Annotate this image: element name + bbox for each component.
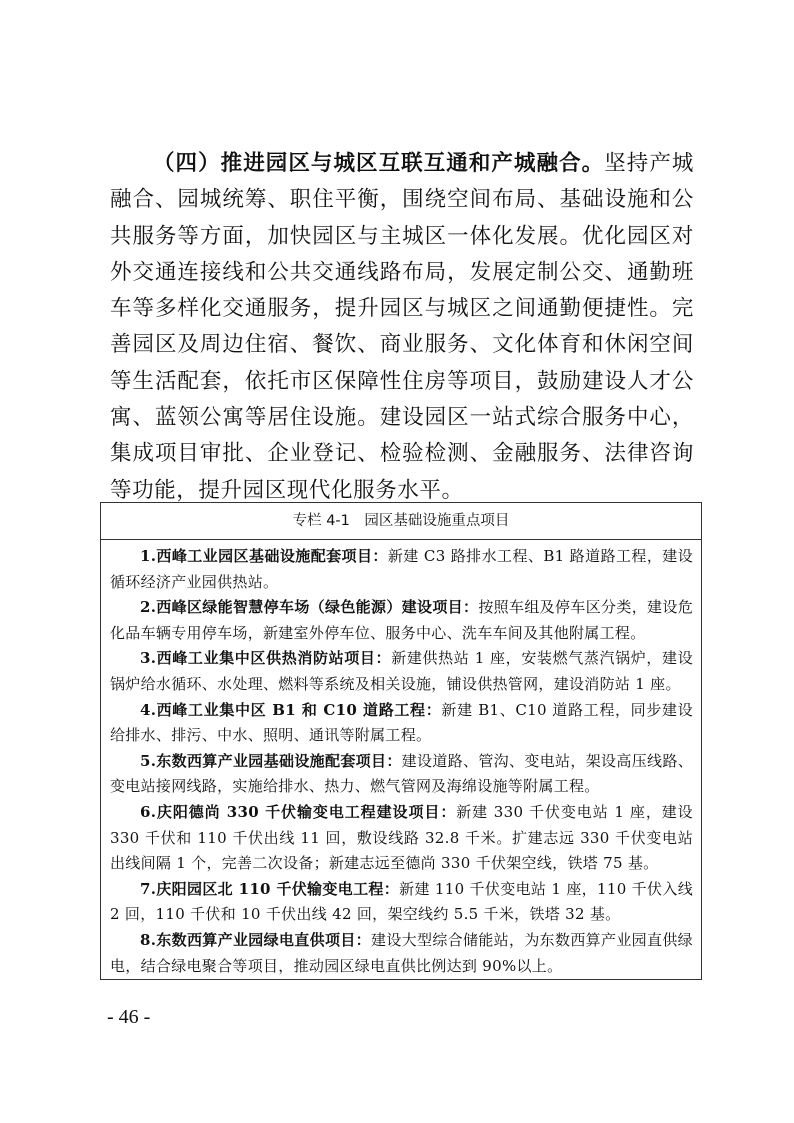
project-item-text: 按照车组及停车区分类，建设危化品车辆专用停车场，新建室外停车位、服务中心、洗车车间及其他附属工程。	[110, 598, 694, 642]
project-item-title: 6.庆阳德尚 330 千伏输变电工程建设项目：	[140, 802, 457, 821]
section-heading: （四）推进园区与城区互联互通和产城融合。	[153, 151, 605, 176]
box-title: 专栏 4-1 园区基础设施重点项目	[101, 503, 701, 540]
project-item	[110, 595, 693, 646]
project-item	[110, 877, 693, 928]
project-item	[110, 800, 693, 877]
page-number: - 46 -	[107, 1006, 151, 1028]
project-item-title: 1.西峰工业园区基础设施配套项目：	[140, 547, 388, 565]
project-item-title: 7.庆阳园区北 110 千伏输变电工程：	[140, 879, 400, 898]
body-paragraph	[110, 146, 694, 509]
project-item	[110, 749, 693, 800]
project-item	[110, 698, 693, 749]
project-item-text: 建设大型综合储能站，为东数西算产业园直供绿电，结合绿电聚合等项目，推动园区绿电直供比例达到 90%以上。	[110, 930, 693, 975]
project-box	[100, 502, 702, 980]
project-item	[110, 646, 693, 697]
project-item-text: 新建供热站 1 座，安装燃气蒸汽锅炉，建设锅炉给水循环、水处理、燃料等系统及相关设施，铺设供热管网，建设消防站 1 座。	[110, 649, 693, 693]
project-item-title: 3.西峰工业集中区供热消防站项目：	[140, 649, 392, 668]
project-item-title: 4.西峰工业集中区 B1 和 C10 道路工程：	[140, 700, 442, 719]
project-item	[110, 544, 693, 595]
project-item-title: 2.西峰区绿能智慧停车场（绿色能源）建设项目：	[140, 598, 479, 617]
project-list	[101, 540, 701, 979]
project-item-text: 建设道路、管沟、变电站，架设高压线路、变电站接网线路，实施给排水、热力、燃气管网及海绵设施等附属工程。	[110, 751, 694, 796]
project-item-text: 新建 330 千伏变电站 1 座，建设 330 千伏和 110 千伏出线 11 回，敷设线路 32.8 千米。扩建志远 330 千伏变电站出线间隔 1 个，完善二次设备；新建志远至德尚 330 千伏架空线，铁塔 75 基。	[110, 802, 693, 873]
paragraph-text: 坚持产城融合、园城统筹、职住平衡，围绕空间布局、基础设施和公共服务等方面，加快园区与主城区一体化发展。优化园区对外交通连接线和公共交通线路布局，发展定制公交、通勤班车等多样化交通服务，提升园区与城区之间通勤便捷性。完善园区及周边住宿、餐饮、商业服务、文化体育和休闲空间等生活配套，依托市区保障性住房等项目，鼓励建设人才公寓、蓝领公寓等居住设施。建设园区一站式综合服务中心，集成项目审批、企业登记、检验检测、金融服务、法律咨询等功能，提升园区现代化服务水平。	[110, 151, 694, 503]
project-item-text: 新建 110 千伏变电站 1 座，110 千伏入线 2 回，110 千伏和 10 千伏出线 42 回，架空线约 5.5 千米，铁塔 32 基。	[110, 879, 693, 924]
project-item-text: 新建 B1、C10 道路工程，同步建设给排水、排污、中水、照明、通讯等附属工程。	[110, 700, 693, 745]
project-item	[110, 928, 693, 979]
project-item-title: 8.东数西算产业园绿电直供项目：	[140, 930, 371, 949]
project-item-text: 新建 C3 路排水工程、B1 路道路工程，建设循环经济产业园供热站。	[110, 547, 694, 591]
project-item-title: 5.东数西算产业园基础设施配套项目：	[140, 751, 402, 770]
